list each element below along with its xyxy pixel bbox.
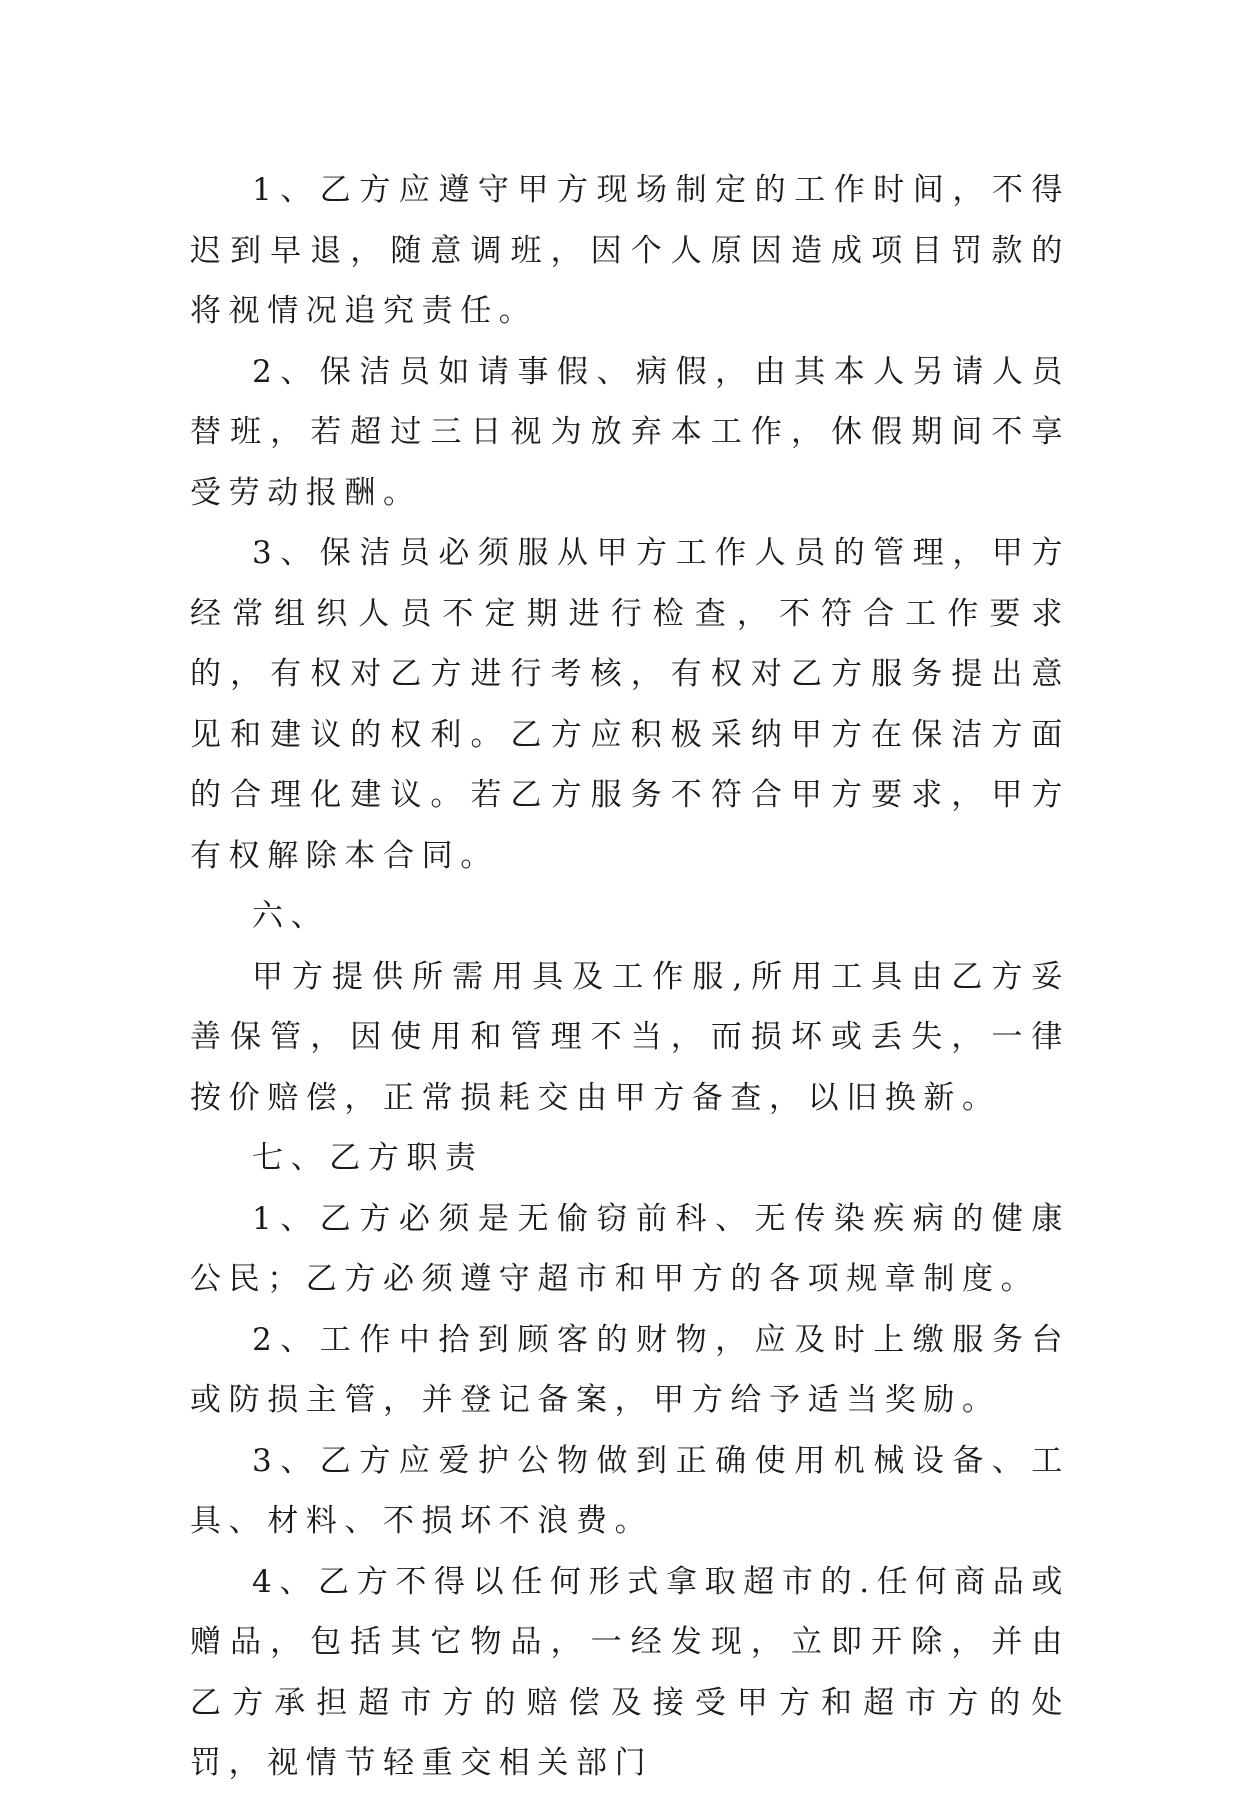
section-heading-seven: 七、乙方职责 [252, 1140, 484, 1176]
duty-paragraph-3: 3、乙方应爱护公物做到正确使用机械设备、工具、材料、不损坏不浪费。 [190, 1442, 1070, 1539]
clause-paragraph-2: 2、保洁员如请事假、病假，由其本人另请人员替班，若超过三日视为放弃本工作，休假期间不享受劳动报酬。 [190, 353, 1070, 511]
duty-paragraph-1: 1、乙方必须是无偷窃前科、无传染疾病的健康公民；乙方必须遵守超市和甲方的各项规章制度。 [190, 1200, 1070, 1297]
section-heading-six: 六、 [252, 898, 330, 934]
duty-paragraph-2: 2、工作中拾到顾客的财物，应及时上缴服务台或防损主管，并登记备案，甲方给予适当奖励。 [190, 1321, 1070, 1418]
tools-paragraph: 甲方提供所需用具及工作服,所用工具由乙方妥善保管，因使用和管理不当，而损坏或丢失，一律按价赔偿，正常损耗交由甲方备查，以旧换新。 [190, 958, 1070, 1116]
duty-paragraph-4: 4、乙方不得以任何形式拿取超市的.任何商品或赠品，包括其它物品，一经发现，立即开除，并由乙方承担超市方的赔偿及接受甲方和超市方的处罚，视情节轻重交相关部门 [190, 1563, 1070, 1781]
document-body [190, 160, 1070, 1794]
clause-paragraph-1: 1、乙方应遵守甲方现场制定的工作时间，不得迟到早退，随意调班，因个人原因造成项目罚款的将视情况追究责任。 [190, 172, 1070, 329]
clause-paragraph-3: 3、保洁员必须服从甲方工作人员的管理，甲方经常组织人员不定期进行检查，不符合工作要求的，有权对乙方进行考核，有权对乙方服务提出意见和建议的权利。乙方应积极采纳甲方在保洁方面的合理化建议。若乙方服务不符合甲方要求，甲方有权解除本合同。 [190, 535, 1070, 874]
